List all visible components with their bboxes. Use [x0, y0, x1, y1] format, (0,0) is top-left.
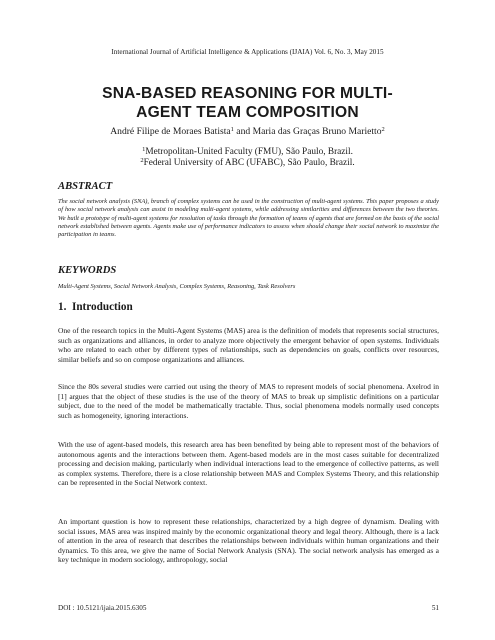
- affiliation-2-text: Federal University of ABC (UFABC), São Paulo, Brazil.: [143, 158, 355, 168]
- author-2-affiliation-mark: 2: [381, 126, 385, 133]
- author-list: [0, 126, 495, 137]
- author-1: André Filipe de Moraes Batista: [110, 126, 231, 137]
- affiliation-2-mark: 2: [140, 157, 144, 164]
- author-2: Maria das Graças Bruno Marietto: [252, 126, 382, 137]
- affiliation-1-mark: 1: [142, 146, 146, 153]
- keywords-heading: KEYWORDS: [58, 265, 117, 276]
- keywords-text: Multi-Agent Systems, Social Network Analysis, Complex Systems, Reasoning, Task Resolvers: [58, 283, 296, 290]
- affiliation-1-text: Metropolitan-United Faculty (FMU), São Paulo, Brazil.: [145, 147, 353, 157]
- introduction-heading: 1. Introduction: [58, 301, 133, 313]
- intro-paragraph-2: Since the 80s several studies were carried out using the theory of MAS to represent models of social phenomena. Axelrod in [1] argues that the object of these studies is the use of the theory of MAS to break up simplistic definitions on a particular subject, due to the need of the model be mathematically tractable. Thus, social phenomena models normally used concepts such as homogeneity, ignoring interactions.: [58, 382, 439, 420]
- intro-paragraph-4: An important question is how to represent these relationships, characterized by a high degree of dynamism. Dealing with social issues, MAS area was inspired mainly by the economic organizational theory and legal theory. Although, there is a lack of attention in the area of research that describes the relationships between individuals within human organizations and their dynamics. To this area, we give the name of Social Network Analysis (SNA). The social network analysis has emerged as a key technique in modern sociology, anthropology, social: [58, 517, 439, 565]
- intro-paragraph-3: With the use of agent-based models, this research area has been benefited by being able to represent most of the behaviors of autonomous agents and the interactions between them. Agent-based models are in the most cases suitable for decentralized processing and decision making, particularly when individual interactions lead to the emergence of collective patterns, as well as complex systems. Therefore, there is a close relationship between MAS and Complex Systems Theory, and this relationship can be represented in the Social Network context.: [58, 440, 439, 488]
- paper-title: [60, 84, 435, 122]
- intro-paragraph-1: One of the research topics in the Multi-Agent Systems (MAS) area is the definition of models that represents social structures, such as organizations and alliances, in order to analyze more objectively the emergent behavior of open systems. Individuals who are related to each other by different types of relationships, such as dependencies on goals, conflicts over resources, similar beliefs and so on compose organizations and alliances.: [58, 326, 439, 364]
- doi-text: DOI : 10.5121/ijaia.2015.6305: [58, 604, 147, 612]
- abstract-text: The social network analysis (SNA), branch of complex systems can be used in the construction of multi-agent systems. This paper proposes a study of how social network analysis can assist in modeling multi-agent systems, while addressing similarities and differences between the two theories. We built a prototype of multi-agent systems for resolution of tasks through the formation of teams of agents that are formed on the basis of the social network established between agents. Agents make use of performance indicators to assess when should change their social network to maximize the participation in teams.: [58, 198, 439, 239]
- page-number: 51: [431, 604, 439, 612]
- title-line-1: SNA-BASED REASONING FOR MULTI-: [102, 85, 393, 102]
- title-line-2: AGENT TEAM COMPOSITION: [136, 104, 359, 121]
- affiliation-2: [0, 158, 495, 168]
- abstract-heading: ABSTRACT: [58, 181, 113, 192]
- author-1-affiliation-mark: 1: [230, 126, 234, 133]
- running-head: International Journal of Artificial Intelligence & Applications (IJAIA) Vol. 6, No. 3, May 2015: [111, 48, 384, 56]
- author-connector: and: [233, 126, 253, 137]
- page-footer: [58, 604, 439, 612]
- affiliation-1: [0, 147, 495, 157]
